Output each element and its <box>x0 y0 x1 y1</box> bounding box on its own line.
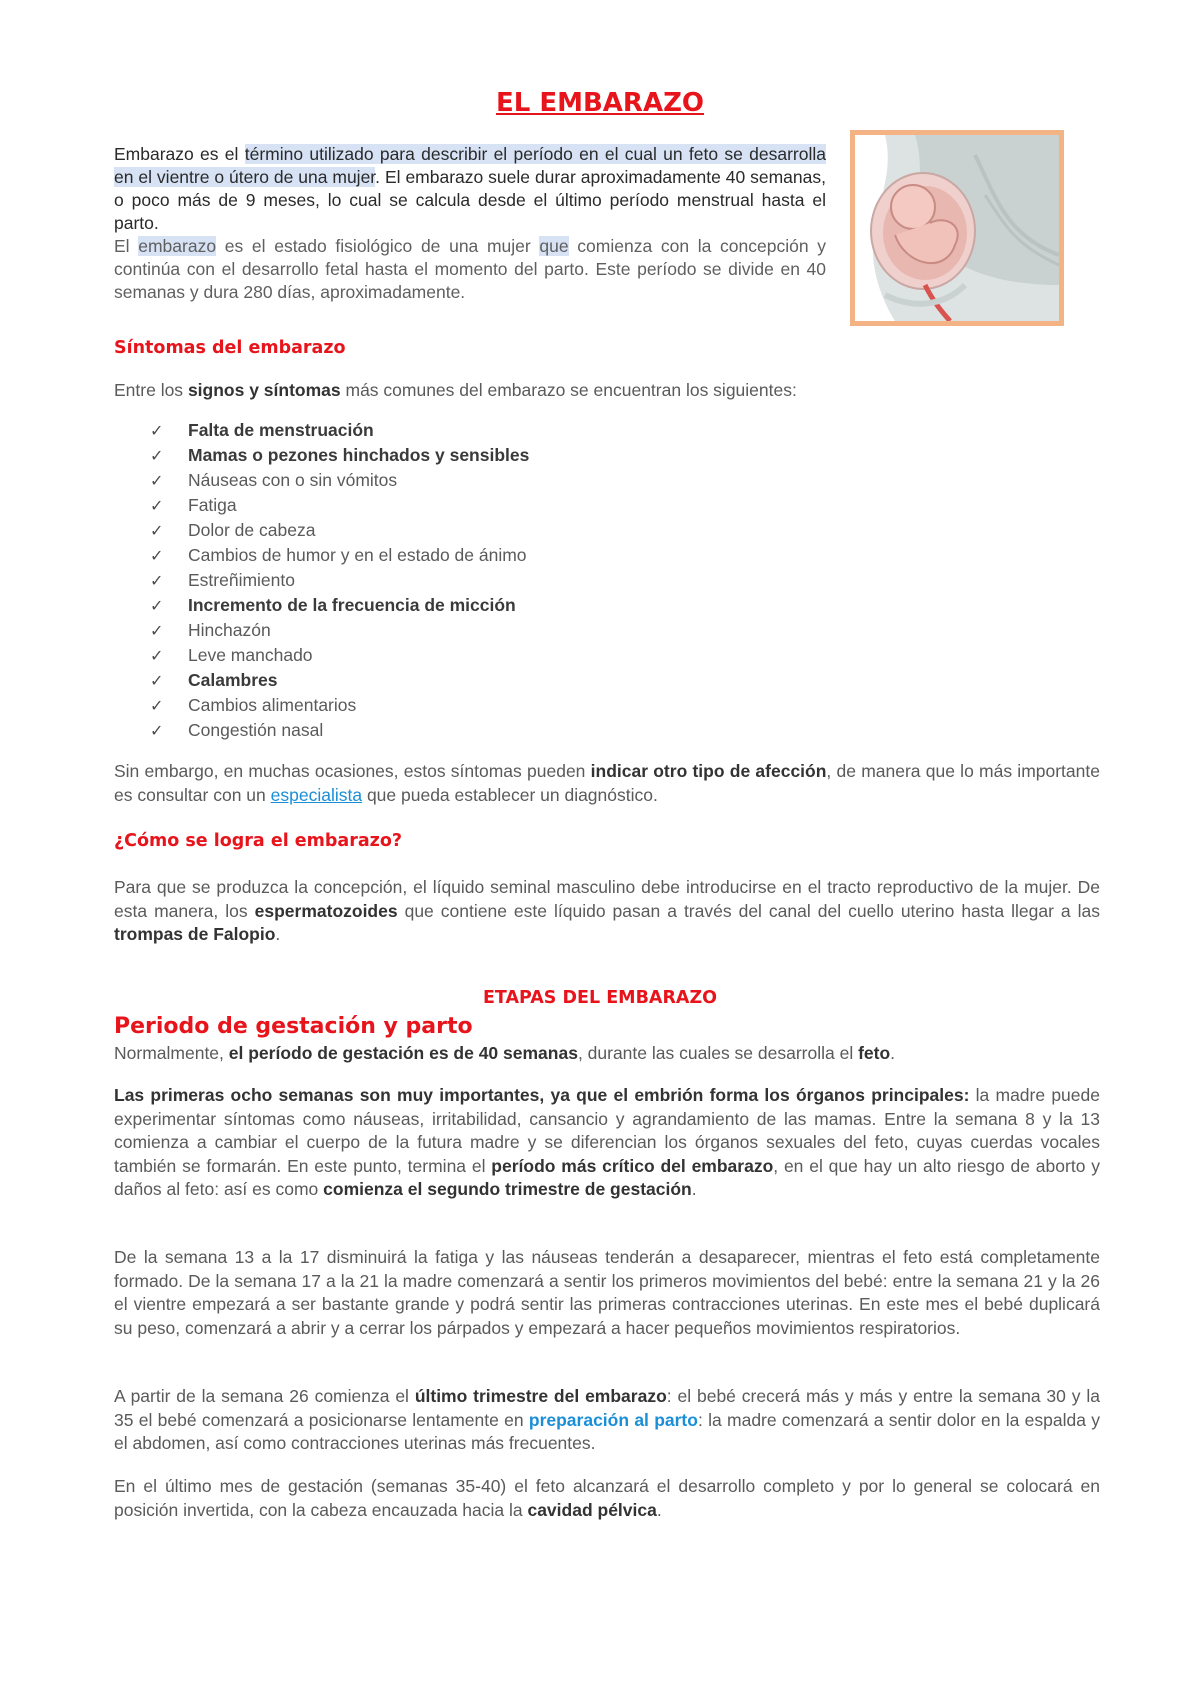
etapas-paragraph-1 <box>114 1042 1100 1066</box>
check-icon: ✓ <box>150 623 164 640</box>
text-run: la madre puede experimentar síntomas como náuseas, irritabilidad, cansancio y agrandamiento de las mamas. Entre la semana 8 y la 13 comienza a cambiar el cuerpo de la futura madre y se diferencian los órganos sexuales del feto, cuyas cuerdas vocales también se formarán. En este punto, termina el <box>114 1085 1100 1176</box>
check-icon: ✓ <box>150 598 164 615</box>
symptom-list-item <box>150 668 529 693</box>
etapas-heading: ETAPAS DEL EMBARAZO <box>482 988 718 1008</box>
symptom-text: Incremento de la frecuencia de micción <box>188 595 516 615</box>
text-run: Entre los <box>114 380 188 400</box>
intro-paragraph-2 <box>114 235 826 304</box>
symptom-text: Estreñimiento <box>188 570 295 590</box>
text-run: más comunes del embarazo se encuentran los siguientes: <box>340 380 797 400</box>
bold-text: último trimestre del embarazo <box>414 1386 667 1406</box>
intro-paragraph-1 <box>114 143 826 235</box>
symptom-list-item <box>150 518 529 543</box>
text-run: que contiene este líquido pasan a través del canal del cuello uterino hasta llegar a las <box>397 900 1101 921</box>
symptom-text: Fatiga <box>188 495 237 515</box>
check-icon: ✓ <box>150 548 164 565</box>
symptom-text: Dolor de cabeza <box>188 520 316 540</box>
symptom-list-item <box>150 593 529 618</box>
text-run: El <box>114 236 139 256</box>
text-run: , de manera que lo más importante es consultar con un <box>114 761 1100 805</box>
symptom-text: Hinchazón <box>188 620 271 640</box>
symptom-list-item <box>150 568 529 593</box>
text-run: comienza con la concepción y continúa con el desarrollo fetal hasta el momento del parto. Este período se divide en 40 semanas y dura 280 días, aproximadamente. <box>114 236 827 302</box>
symptom-text: Cambios de humor y en el estado de ánimo <box>188 545 527 565</box>
text-run: Para que se produzca la concepción, el líquido seminal masculino debe introducirse en el tracto reproductivo de la mujer. De esta manera, los <box>114 877 1100 921</box>
text-run: : el bebé crecerá más y más y entre la semana 30 y la 35 el bebé comenzará a posicionarse lentamente en <box>114 1386 1100 1430</box>
como-paragraph <box>114 876 1100 947</box>
etapas-paragraph-3: De la semana 13 a la 17 disminuirá la fatiga y las náuseas tenderán a desaparecer, mientras el feto está completamente formado. De la semana 17 a la 21 la madre comenzará a sentir los primeros movimientos del bebé: entre la semana 21 y la 26 el vientre empezará a ser bastante grande y podrá sentir las primeras contracciones uterinas. En este mes el bebé duplicará su peso, comenzará a abrir y a cerrar los párpados y empezará a hacer pequeños movimientos respiratorios. <box>114 1247 1100 1338</box>
text-run: : la madre comenzará a sentir dolor en la espalda y el abdomen, así como contracciones uterinas más frecuentes. <box>114 1409 1101 1453</box>
symptom-list <box>150 418 529 743</box>
etapas-paragraph-2 <box>114 1084 1100 1202</box>
check-icon: ✓ <box>150 473 164 490</box>
symptom-list-item <box>150 693 529 718</box>
symptom-text: Mamas o pezones hinchados y sensibles <box>188 445 530 465</box>
intro-section <box>114 143 826 304</box>
symptom-text: Congestión nasal <box>188 720 324 740</box>
symptom-text: Calambres <box>188 670 278 690</box>
sintomas-heading: Síntomas del embarazo <box>114 338 346 358</box>
bold-text: feto <box>858 1043 891 1063</box>
symptom-list-item <box>150 493 529 518</box>
symptom-list-item <box>150 468 529 493</box>
especialista-link[interactable]: especialista <box>270 784 363 805</box>
text-run: . El embarazo suele durar aproximadamente 40 semanas, o poco más de 9 meses, lo cual se calcula desde el último período menstrual hasta el parto. <box>114 167 826 233</box>
text-run: que pueda establecer un diagnóstico. <box>362 784 658 805</box>
text-run: . <box>275 924 281 944</box>
check-icon: ✓ <box>150 723 164 740</box>
sintomas-lead <box>114 379 1100 403</box>
pregnancy-illustration <box>850 130 1064 326</box>
symptom-text: Leve manchado <box>188 645 313 665</box>
bold-text: signos y síntomas <box>187 380 341 400</box>
bold-text: indicar otro tipo de afección <box>590 761 827 781</box>
symptom-list-item <box>150 643 529 668</box>
etapas-paragraph-4 <box>114 1385 1100 1456</box>
check-icon: ✓ <box>150 448 164 465</box>
check-icon: ✓ <box>150 698 164 715</box>
bold-text: período más crítico del embarazo <box>491 1155 774 1176</box>
check-icon: ✓ <box>150 573 164 590</box>
symptom-text: Falta de menstruación <box>188 420 374 440</box>
check-icon: ✓ <box>150 498 164 515</box>
text-run: Normalmente, <box>114 1043 229 1063</box>
highlighted-text: embarazo <box>138 236 217 256</box>
symptom-list-item <box>150 418 529 443</box>
symptom-list-item <box>150 443 529 468</box>
text-run: , durante las cuales se desarrolla el <box>577 1043 859 1063</box>
text-run: A partir de la semana 26 comienza el <box>114 1386 415 1406</box>
como-heading: ¿Cómo se logra el embarazo? <box>114 831 403 851</box>
pregnancy-drawing <box>855 135 1059 321</box>
highlighted-text: que <box>539 236 569 256</box>
check-icon: ✓ <box>150 673 164 690</box>
bold-text: el período de gestación es de 40 semanas <box>228 1043 578 1063</box>
bold-text: cavidad pélvica <box>527 1499 657 1520</box>
text-run: . <box>691 1179 697 1199</box>
bold-text: espermatozoides <box>254 900 398 921</box>
symptom-list-item <box>150 543 529 568</box>
text-run: Embarazo es el <box>114 144 245 164</box>
symptom-text: Cambios alimentarios <box>188 695 357 715</box>
text-run: , en el que hay un alto riesgo de aborto y daños al feto: así es como <box>114 1155 1100 1199</box>
symptom-list-item <box>150 718 529 743</box>
bold-text: comienza el segundo trimestre de gestación <box>323 1179 692 1199</box>
symptom-list-item <box>150 618 529 643</box>
text-run: En el último mes de gestación (semanas 35-40) el feto alcanzará el desarrollo completo y por lo general se colocará en posición invertida, con la cabeza encauzada hacia la <box>114 1476 1100 1520</box>
highlighted-text: término utilizado para describir el período en el cual un feto se desarrolla en el vientre o útero de una mujer <box>114 144 826 187</box>
gestacion-subheading: Periodo de gestación y parto <box>114 1014 473 1039</box>
preparacion-parto-link[interactable]: preparación al parto <box>528 1409 698 1430</box>
text-run: . <box>890 1043 896 1063</box>
sintomas-outro <box>114 760 1100 807</box>
etapas-paragraph-5 <box>114 1475 1100 1522</box>
symptom-text: Náuseas con o sin vómitos <box>188 470 398 490</box>
text-run: Sin embargo, en muchas ocasiones, estos síntomas pueden <box>114 761 591 781</box>
bold-text: Las primeras ocho semanas son muy importantes, ya que el embrión forma los órganos principales: <box>114 1085 970 1105</box>
check-icon: ✓ <box>150 523 164 540</box>
check-icon: ✓ <box>150 648 164 665</box>
text-run: . <box>656 1499 662 1520</box>
bold-text: trompas de Falopio <box>114 924 276 944</box>
text-run: es el estado fisiológico de una mujer <box>216 236 540 256</box>
document-title: EL EMBARAZO <box>495 88 705 118</box>
check-icon: ✓ <box>150 423 164 440</box>
